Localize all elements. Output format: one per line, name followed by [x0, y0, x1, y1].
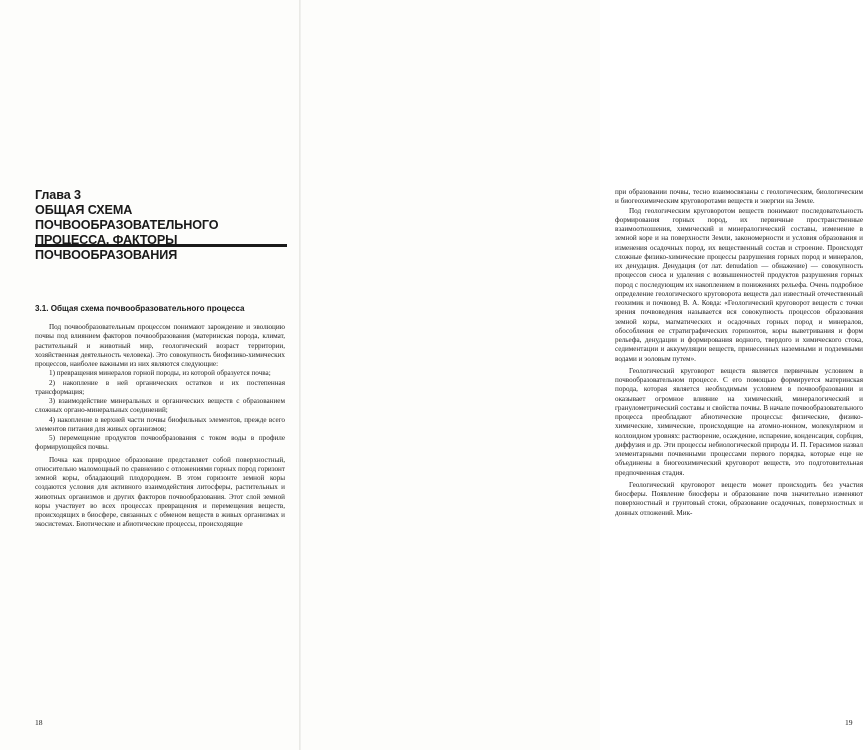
list-item: 1) превращения минералов горной породы, из которой образуется почва;	[49, 369, 271, 378]
list-item: 5) перемещение продуктов почвообразования с током воды в профиле формирующейся почвы.	[35, 434, 285, 452]
page-number-left: 18	[35, 718, 43, 727]
paragraph: Под геологическим круговоротом веществ понимают последовательность формирования горных пород, их первичные пространственные взаимоотношения, химический и минералогический составы, изменение в земной коре и на поверхности Земли, закономерности и условия образования и изменения осадочных пород, их вещественный состав и строение. Происходят сложные физико-химические процессы разрушения горных пород и минералов, их денудация. Денудация (от лат. denudation — обнажение) — совокупность процессов сноса и удаления с возвышенностей продуктов разрушения горных пород с последующим их накоплением в понижениях рельефа. Очень подробное определение геологического круговорота веществ дал известный отечественный геохимик и почвовед В. А. Ковда: «Геологический круговорот веществ с точки зрения почвоведения называется вся совокупность процессов образования земной коры, магматических и осадочных горных пород и минералов, обособления ее стратиграфических горизонтов, коры выветривания и форм рельефа, денудации и формирования водного, твердого и химического стока, седиментации и аккумуляции веществ, принесенных наземными и подземными водами и эоловым путем».	[615, 206, 863, 363]
paragraph: Почка как природное образование представляет собой поверхностный, относительно маломощный по сравнению с отложениями горных пород горизонт земной коры, обладающий плодородием. В этом горизонте земной коры создаются условия для активного взаимодействия литосферы, растительных и животных организмов и других факторов почвообразования. Этот слой земной коры участвует во всех процессах превращения и перемещения веществ, происходящих в биосфере, связанных с обменом веществ в живых организмах и экосистемах. Биотические и абиотические процессы, происходящие	[35, 455, 285, 529]
chapter-number: Глава 3	[35, 188, 81, 202]
list-item: 2) накопление в ней органических остатков и их постепенная трансформация;	[35, 378, 285, 396]
chapter-heading	[35, 188, 283, 263]
paragraph: при образовании почвы, тесно взаимосвязаны с геологическим, биологическим и биогеохимическим круговоротами веществ и энергии на Земле.	[615, 188, 863, 206]
left-body-text	[35, 323, 285, 530]
right-body-text	[615, 188, 863, 518]
page-number-right: 19	[845, 718, 853, 727]
list-item: 4) накопление в верхней части почвы биофильных элементов, прежде всего элементов питания для живых организмов;	[35, 415, 285, 433]
left-page	[0, 0, 300, 750]
paragraph: Геологический круговорот веществ может происходить без участия биосферы. Появление биосферы и образование почв значительно изменяют поверхностный и грунтовый стоки, образование осадочных, поверхностных и донных отложений. Мик-	[615, 480, 863, 517]
right-page	[300, 0, 863, 750]
paragraph: Под почвообразовательным процессом понимают зарождение и эволюцию почвы под влиянием факторов почвообразования (материнская порода, климат, растительный и животный мир, геологический возраст территории, хозяйственная деятельность человека). Это совокупность биофизико-химических процессов, наиболее важными из них являются следующие:	[35, 323, 285, 368]
chapter-title: ОБЩАЯ СХЕМА ПОЧВООБРАЗОВАТЕЛЬНОГО ПРОЦЕССА. ФАКТОРЫ ПОЧВООБРАЗОВАНИЯ	[35, 203, 219, 262]
list-item: 3) взаимодействие минеральных и органических веществ с образованием сложных органо-минеральных соединений;	[35, 397, 285, 415]
chapter-divider	[35, 244, 287, 247]
section-heading: 3.1. Общая схема почвообразовательного процесса	[35, 304, 245, 313]
paragraph: Геологический круговорот веществ является первичным условием в почвообразовательном процессе. С его помощью формируется материнская порода, которая является необходимым условием в почвообразовании и оказывает огромное влияние на химический, минералогический и гранулометрический составы и свойства почвы. В начале почвообразовательного процесса преобладают абиотические процессы: физические, физико-химические, химические, происходящие на атомно-ионном, молекулярном и коллоидном уровнях: растворение, осаждение, испарение, конденсация, сорбция, диффузия и др. Эти процессы небиологической природы И. П. Герасимов назвал элементарными почвенными процессами первого порядка, которые еще не объединены в биогеохимический круговорот веществ, это подготовительная предпочвенная стадия.	[615, 366, 863, 477]
